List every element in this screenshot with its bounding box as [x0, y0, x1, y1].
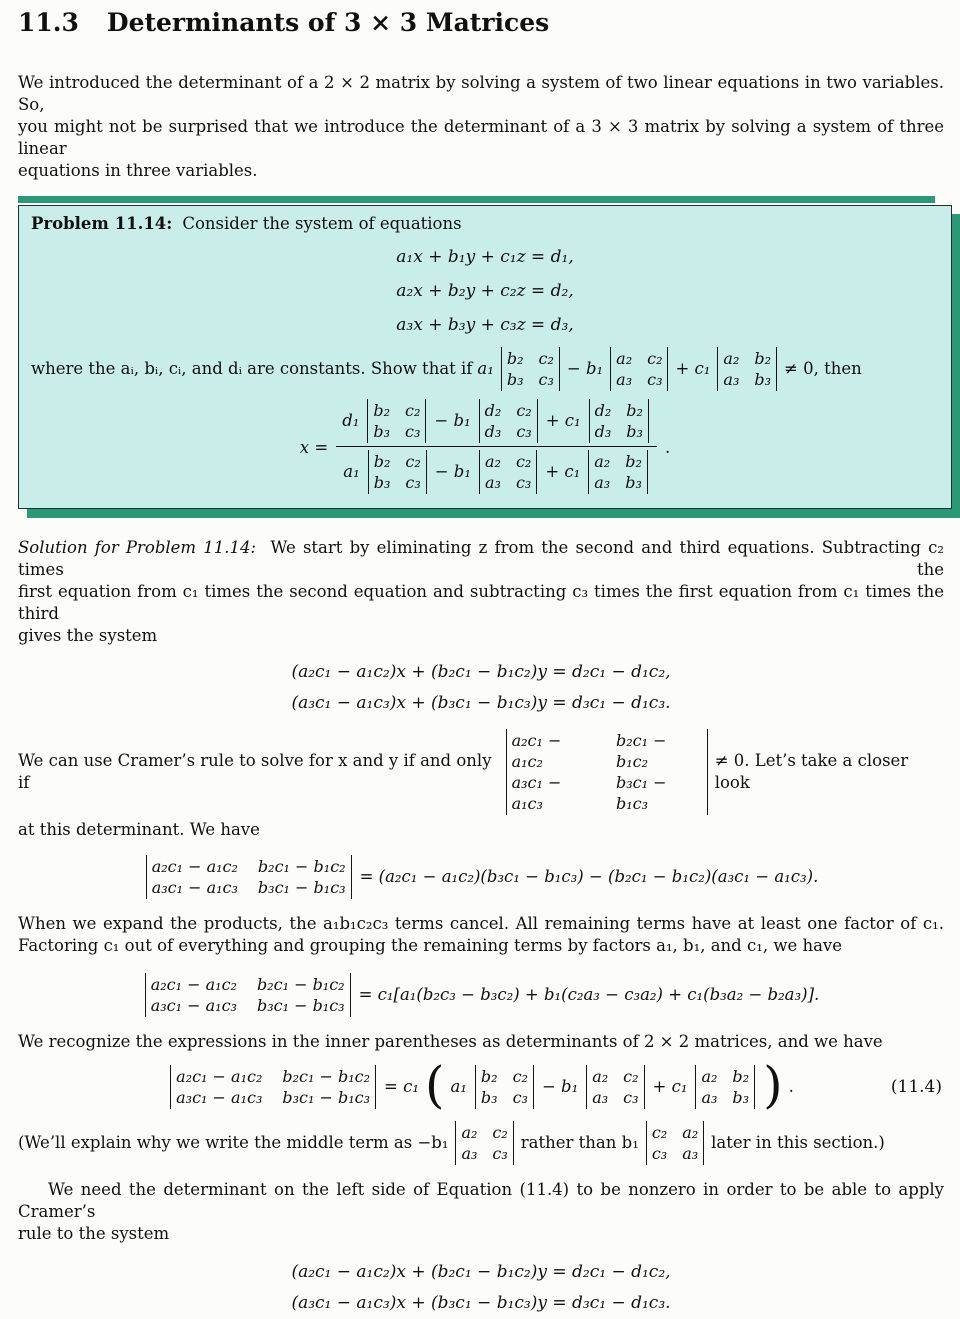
equation-number: (11.4) — [890, 1077, 942, 1097]
det-row — [592, 1087, 638, 1108]
det-cell: b₂c₁ − b₁c₂ — [282, 1067, 371, 1086]
det-cell: c₃ — [515, 473, 532, 492]
fraction — [336, 399, 657, 497]
det-cell: b₃ — [754, 370, 772, 389]
det-cell: a₃ — [592, 1088, 609, 1107]
equation-system — [31, 240, 939, 342]
det-cell: b₂ — [732, 1067, 750, 1086]
det-cell: a₂ — [594, 452, 611, 471]
text-line: rule to the system — [18, 1224, 170, 1243]
det-cell: d₂ — [594, 401, 612, 420]
text-line — [18, 537, 944, 581]
coefficient: + c₁ — [545, 411, 581, 430]
det-row — [481, 1066, 528, 1087]
text-line: We introduced the determinant of a 2 × 2 matrix by solving a system of two linear equations in two variables. So, — [18, 73, 944, 114]
det-cell: b₃ — [732, 1088, 750, 1107]
det-cell: a₃ — [682, 1144, 699, 1163]
text-segment: We start by eliminating z from the second and third equations. Subtracting c₂ times the — [18, 538, 944, 579]
det-cell: c₃ — [516, 422, 532, 441]
det-row — [485, 451, 531, 472]
problem-box-top-bar — [18, 196, 935, 203]
determinant-2x2 — [589, 399, 649, 443]
det-cell: a₂c₁ − a₁c₂ — [511, 731, 562, 771]
coefficient: + c₁ — [675, 359, 711, 378]
cramer-paragraph — [18, 729, 944, 841]
determinant-2x2 — [479, 450, 537, 494]
coefficient: − b₁ — [541, 1077, 579, 1096]
det-row — [595, 400, 643, 421]
equation-line: (a₃c₁ − a₁c₃)x + (b₃c₁ − b₁c₃)y = d₃c₁ − d₁c₃. — [291, 1293, 671, 1313]
det-row — [374, 472, 421, 493]
solution-label: Solution for Problem 11.14: — [18, 538, 257, 557]
det-row — [652, 1122, 698, 1143]
det-cell: a₂ — [592, 1067, 609, 1086]
det-cell: d₂ — [484, 401, 502, 420]
det-cell: c₂ — [538, 349, 554, 368]
det-cell: c₂ — [512, 1067, 528, 1086]
coefficient: a₁ — [343, 462, 360, 481]
det-cell: a₂c₁ − a₁c₂ — [176, 1067, 263, 1086]
fraction-denominator — [337, 447, 656, 497]
det-row — [373, 421, 420, 442]
equation-rhs: = c₁[a₁(b₂c₃ − b₃c₂) + b₁(c₂a₃ − c₃a₂) + c₁(b₃a₂ − b₂a₃)]. — [358, 985, 820, 1004]
det-cell: c₂ — [647, 349, 663, 368]
text-line: you might not be surprised that we introduce the determinant of a 3 × 3 matrix by solving a system of three linear — [18, 117, 944, 158]
determinant-2x2 — [646, 1121, 704, 1165]
det-cell: a₃c₁ − a₁c₃ — [511, 773, 562, 813]
det-cell: c₃ — [512, 1088, 528, 1107]
equation-period: . — [788, 1077, 794, 1096]
determinant-2x2 — [501, 347, 560, 391]
equation-line: a₃x + b₃y + c₃z = d₃, — [396, 315, 574, 335]
text-segment: (We’ll explain why we write the middle term as −b₁ — [18, 1133, 449, 1152]
det-row — [374, 451, 421, 472]
equation-line: a₁x + b₁y + c₁z = d₁, — [396, 247, 574, 267]
det-row — [151, 995, 345, 1016]
problem-box-body — [18, 205, 952, 509]
det-cell: b₂c₁ − b₁c₂ — [615, 731, 667, 771]
det-cell: b₂ — [373, 452, 391, 471]
det-row — [723, 348, 771, 369]
problem-label: Problem 11.14: — [31, 214, 173, 233]
text-line: When we expand the products, the a₁b₁c₂c₃ terms cancel. All remaining terms have at least one factor of c₁. — [18, 914, 944, 933]
det-cell: c₂ — [405, 452, 421, 471]
det-cell: b₃c₁ − b₁c₃ — [256, 996, 345, 1015]
det-row — [461, 1122, 507, 1143]
det-cell: a₃c₁ − a₁c₃ — [150, 996, 237, 1015]
coefficient: a₁ — [450, 1077, 467, 1096]
det-cell: a₂ — [616, 349, 633, 368]
determinant-2x2 — [695, 1065, 755, 1109]
det-cell: c₃ — [538, 370, 554, 389]
det-cell: a₂ — [484, 452, 501, 471]
det-row — [594, 451, 642, 472]
text-line: first equation from c₁ times the second equation and subtracting c₃ times the first equation from c₁ times the third — [18, 582, 944, 623]
equation-lhs: x = — [299, 438, 329, 457]
intro-paragraph — [18, 72, 944, 182]
determinant-2x2 — [368, 450, 427, 494]
det-cell: b₃ — [625, 473, 642, 492]
det-cell: b₂c₁ − b₁c₂ — [257, 857, 346, 876]
cramer-line-2: at this determinant. We have — [18, 820, 260, 839]
equation-rhs: = c₁ — [384, 1077, 419, 1096]
det-cell: b₂ — [506, 349, 524, 368]
det-cell: a₂ — [701, 1067, 718, 1086]
det-cell: c₃ — [492, 1144, 508, 1163]
det-cell: b₃ — [626, 422, 643, 441]
det-cell: c₂ — [405, 401, 421, 420]
cramer-line-1 — [18, 729, 944, 815]
equation-line: (a₃c₁ − a₁c₃)x + (b₃c₁ − b₁c₃)y = d₃c₁ − d₁c₃. — [291, 693, 671, 713]
determinant-2x2 — [367, 399, 426, 443]
equation-system-2 — [18, 657, 944, 719]
det-row — [507, 348, 554, 369]
section-heading — [18, 8, 944, 38]
equation-11-4-wrap — [18, 1056, 944, 1114]
text-line: We recognize the expressions in the inner parentheses as determinants of 2 × 2 matrices, and we have — [18, 1032, 883, 1051]
det-row — [481, 1087, 528, 1108]
det-cell: b₃ — [480, 1088, 498, 1107]
det-row — [616, 369, 662, 390]
text-line: Factoring c₁ out of everything and grouping the remaining terms by factors a₁, b₁, and c₁, we have — [18, 936, 843, 955]
determinant-2x2-big — [506, 729, 708, 815]
det-row — [485, 421, 532, 442]
det-cell: c₃ — [651, 1144, 668, 1163]
det-row — [616, 348, 662, 369]
det-row — [512, 730, 702, 772]
text-segment: rather than b₁ — [520, 1133, 639, 1152]
coefficient: + c₁ — [652, 1077, 688, 1096]
det-cell: a₃c₁ − a₁c₃ — [151, 878, 238, 897]
coefficient: d₁ — [342, 411, 360, 430]
det-cell: b₃ — [506, 370, 524, 389]
expansion-equation — [18, 855, 944, 899]
det-cell: c₃ — [647, 370, 663, 389]
det-cell: a₃c₁ − a₁c₃ — [176, 1088, 263, 1107]
det-row — [595, 421, 643, 442]
coefficient: − b₁ — [434, 411, 471, 430]
problem-lead: Consider the system of equations — [182, 214, 462, 233]
problem-header — [31, 213, 939, 235]
text-segment: ≠ 0. Let’s take a closer look — [714, 751, 909, 792]
equation-line: (a₂c₁ − a₁c₂)x + (b₂c₁ − b₁c₂)y = d₂c₁ − d₁c₂, — [291, 1262, 671, 1282]
det-row — [152, 877, 346, 898]
text-line: equations in three variables. — [18, 161, 258, 180]
det-cell: a₃ — [701, 1088, 718, 1107]
det-cell: b₂ — [626, 401, 643, 420]
det-row — [373, 400, 420, 421]
coefficient: − b₁ — [434, 462, 471, 481]
det-row — [594, 472, 642, 493]
det-cell: a₂ — [682, 1123, 699, 1142]
fraction-numerator — [336, 399, 657, 446]
section-title: Determinants of 3 × 3 Matrices — [106, 8, 550, 37]
det-row — [592, 1066, 638, 1087]
determinant-2x2 — [479, 399, 538, 443]
text-segment: where the aᵢ, bᵢ, cᵢ, and dᵢ are constants. Show that if — [31, 359, 473, 378]
determinant-2x2 — [588, 450, 648, 494]
solution-paragraph-2 — [18, 913, 944, 957]
det-cell: b₃c₁ − b₁c₃ — [282, 1088, 371, 1107]
det-cell: a₂ — [461, 1123, 478, 1142]
determinant-2x2 — [586, 1065, 644, 1109]
det-cell: c₃ — [405, 473, 421, 492]
det-cell: c₂ — [516, 401, 532, 420]
text-segment: We can use Cramer’s rule to solve for x and y if and only if — [18, 751, 492, 792]
det-row — [652, 1143, 698, 1164]
coefficient: a₁ — [477, 359, 494, 378]
det-cell: a₃ — [484, 473, 501, 492]
coefficient: − b₁ — [566, 359, 604, 378]
text-segment: later in this section.) — [711, 1133, 885, 1152]
solution-paragraph-3 — [18, 1031, 944, 1053]
section-number: 11.3 — [18, 8, 79, 37]
det-cell: b₃ — [373, 422, 391, 441]
where-condition-line — [31, 347, 939, 391]
det-row — [152, 856, 346, 877]
det-row — [176, 1066, 370, 1087]
solution-paragraph-1 — [18, 537, 944, 647]
determinant-2x2 — [717, 347, 777, 391]
det-cell: a₂ — [723, 349, 740, 368]
equation-line: a₂x + b₂y + c₂z = d₂, — [396, 281, 574, 301]
det-cell: c₂ — [492, 1123, 508, 1142]
det-cell: d₃ — [484, 422, 502, 441]
factored-equation — [18, 973, 944, 1017]
det-cell: b₂ — [625, 452, 642, 471]
det-row — [151, 974, 345, 995]
det-cell: c₃ — [405, 422, 421, 441]
det-row — [176, 1087, 370, 1108]
det-row — [485, 400, 532, 421]
det-cell: a₂c₁ − a₁c₂ — [151, 857, 238, 876]
determinant-2x2-big — [146, 855, 352, 899]
text-line: gives the system — [18, 626, 158, 645]
equation-line: (a₂c₁ − a₁c₂)x + (b₂c₁ − b₁c₂)y = d₂c₁ − d₁c₂, — [291, 662, 671, 682]
det-cell: c₂ — [515, 452, 532, 471]
det-cell: a₃ — [461, 1144, 478, 1163]
det-cell: a₃ — [616, 370, 633, 389]
determinant-2x2-big — [170, 1065, 376, 1109]
middle-term-note — [18, 1121, 944, 1165]
det-cell: d₃ — [594, 422, 612, 441]
det-cell: a₂c₁ − a₁c₂ — [150, 975, 237, 994]
det-row — [723, 369, 771, 390]
det-cell: c₂ — [623, 1067, 639, 1086]
x-solution-equation — [31, 399, 939, 497]
det-row — [701, 1087, 749, 1108]
determinant-2x2 — [455, 1121, 513, 1165]
determinant-2x2 — [610, 347, 668, 391]
det-row — [507, 369, 554, 390]
det-row — [701, 1066, 749, 1087]
det-cell: a₃ — [723, 370, 740, 389]
equation-system-3 — [18, 1257, 944, 1319]
det-cell: b₂ — [754, 349, 772, 368]
equation-period: . — [664, 438, 671, 457]
det-cell: b₂c₁ − b₁c₂ — [256, 975, 345, 994]
det-cell: a₃ — [594, 473, 611, 492]
equation-rhs: = (a₂c₁ − a₁c₂)(b₃c₁ − b₁c₃) − (b₂c₁ − b₁c₂)(a₃c₁ − a₁c₃). — [359, 867, 819, 886]
problem-box — [18, 196, 944, 509]
solution-paragraph-5 — [18, 1179, 944, 1245]
det-cell: c₃ — [623, 1088, 639, 1107]
det-cell: b₃c₁ − b₁c₃ — [257, 878, 346, 897]
det-cell: c₂ — [651, 1123, 668, 1142]
coefficient: + c₁ — [545, 462, 581, 481]
det-row — [512, 772, 702, 814]
det-cell: b₃ — [373, 473, 391, 492]
det-row — [461, 1143, 507, 1164]
det-cell: b₂ — [480, 1067, 498, 1086]
determinant-2x2-big — [145, 973, 351, 1017]
det-cell: b₂ — [373, 401, 391, 420]
equation-11-4: a₂c₁ − a₁c₂ b₂c₁ − b₁c₂ a₃c₁ − a₁c₃ b₃c₁ − b₁c₃ = c₁ ( a₁ b₂ c₂ b₃ c₃ − b₁ a₂ c₂ a₃ c₃ + c₁ a₂ b₂ a₃ b₃ ) . — [18, 1065, 944, 1109]
determinant-2x2 — [475, 1065, 534, 1109]
det-cell: b₃c₁ − b₁c₃ — [615, 773, 667, 813]
text-segment: ≠ 0, then — [784, 359, 862, 378]
det-row — [485, 472, 531, 493]
text-line: We need the determinant on the left side of Equation (11.4) to be nonzero in order to be able to apply Cramer’s — [18, 1180, 944, 1221]
